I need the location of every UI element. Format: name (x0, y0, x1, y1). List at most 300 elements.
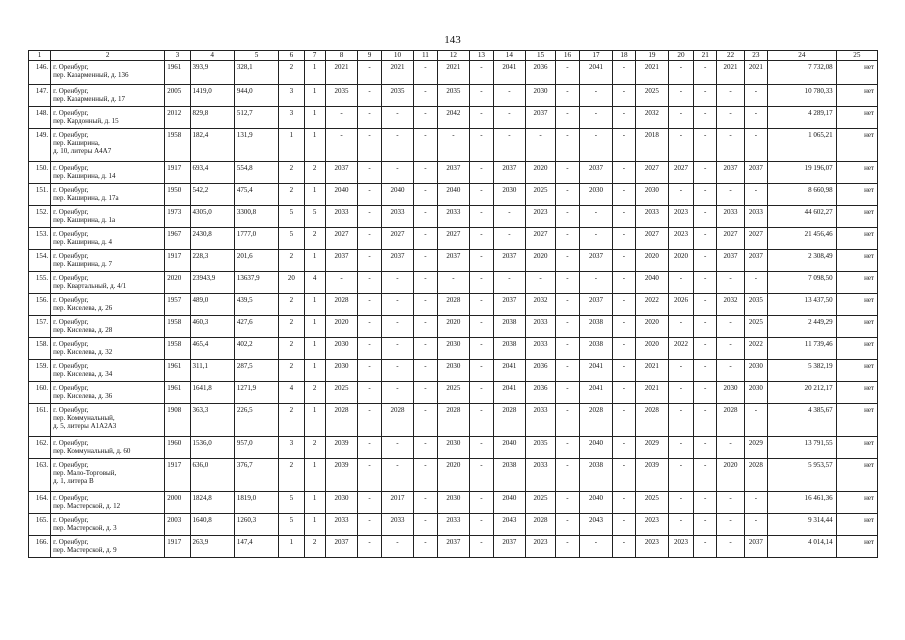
data-cell: 2037 (580, 294, 613, 316)
data-cell: 2026 (668, 294, 693, 316)
table-row (29, 360, 878, 382)
data-cell: 2021 (717, 61, 744, 85)
data-cell: - (694, 206, 717, 228)
column-number-header: 9 (358, 51, 381, 61)
address-line: г. Оренбург, (53, 318, 89, 326)
data-cell: 2037 (580, 250, 613, 272)
column-number-header: 18 (612, 51, 635, 61)
data-cell: 2040 (381, 184, 414, 206)
data-cell: - (580, 107, 613, 129)
address-cell (51, 228, 165, 250)
data-cell: - (470, 316, 493, 338)
data-cell: - (717, 492, 744, 514)
data-cell: - (694, 536, 717, 558)
data-cell: 5 (279, 228, 304, 250)
data-cell: - (493, 129, 526, 162)
data-cell: - (414, 206, 437, 228)
data-cell: 1957 (165, 294, 190, 316)
data-cell: 1958 (165, 129, 190, 162)
data-cell: - (493, 206, 526, 228)
data-cell: 2037 (717, 162, 744, 184)
data-cell: - (555, 85, 579, 107)
data-cell: - (555, 184, 579, 206)
cost-cell: 1 065,21 (768, 129, 837, 162)
data-cell: - (555, 536, 579, 558)
data-cell: - (381, 437, 414, 459)
data-cell: - (414, 294, 437, 316)
data-cell: 5 (304, 206, 325, 228)
data-cell: - (555, 107, 579, 129)
data-cell: 2033 (526, 338, 556, 360)
column-number-header: 22 (717, 51, 744, 61)
data-cell: 2022 (636, 294, 669, 316)
data-cell: 1640,8 (190, 514, 234, 536)
address-line: г. Оренбург, (53, 384, 89, 392)
data-cell: 1961 (165, 360, 190, 382)
data-cell: - (694, 492, 717, 514)
status-cell: нет (836, 360, 877, 382)
data-cell: 13637,9 (234, 272, 278, 294)
data-cell: - (358, 437, 381, 459)
data-cell: - (555, 514, 579, 536)
data-cell: 2021 (636, 360, 669, 382)
data-cell: - (381, 107, 414, 129)
data-cell: - (470, 338, 493, 360)
address-cell (51, 107, 165, 129)
data-cell: 2027 (437, 228, 470, 250)
data-cell: 475,4 (234, 184, 278, 206)
data-cell: 2027 (381, 228, 414, 250)
data-cell: - (358, 316, 381, 338)
data-cell: - (470, 85, 493, 107)
data-cell: - (694, 162, 717, 184)
data-cell: 2023 (668, 228, 693, 250)
status-cell: нет (836, 129, 877, 162)
cost-cell: 4 014,14 (768, 536, 837, 558)
address-cell (51, 250, 165, 272)
row-number-cell: 164. (29, 492, 51, 514)
data-cell: - (668, 107, 693, 129)
data-cell: - (414, 107, 437, 129)
data-cell: - (612, 382, 635, 404)
data-cell: - (414, 85, 437, 107)
table-row (29, 272, 878, 294)
address-line: г. Оренбург, (53, 252, 89, 260)
row-number-cell: 153. (29, 228, 51, 250)
column-number-header: 5 (234, 51, 278, 61)
column-number-header: 3 (165, 51, 190, 61)
data-cell: - (470, 294, 493, 316)
data-cell: 439,5 (234, 294, 278, 316)
data-cell: 2033 (381, 206, 414, 228)
data-cell: 1271,9 (234, 382, 278, 404)
data-cell: 2030 (580, 184, 613, 206)
data-cell: 2028 (325, 404, 358, 437)
data-cell: - (555, 206, 579, 228)
data-cell: 2020 (526, 250, 556, 272)
data-cell: 1958 (165, 338, 190, 360)
data-cell: - (470, 129, 493, 162)
data-cell: - (470, 382, 493, 404)
address-line: г. Оренбург, (53, 461, 89, 469)
data-cell: 2037 (717, 250, 744, 272)
data-cell: 1 (304, 61, 325, 85)
status-cell: нет (836, 294, 877, 316)
data-cell: - (668, 459, 693, 492)
row-number-cell: 159. (29, 360, 51, 382)
data-cell: - (694, 61, 717, 85)
data-cell: 2020 (325, 316, 358, 338)
column-number-header: 11 (414, 51, 437, 61)
cost-cell: 44 602,27 (768, 206, 837, 228)
data-cell: 2023 (668, 536, 693, 558)
data-cell: 2040 (580, 492, 613, 514)
data-cell: - (717, 360, 744, 382)
data-cell: - (694, 107, 717, 129)
data-cell: - (358, 162, 381, 184)
address-cell (51, 338, 165, 360)
data-cell: 2 (304, 382, 325, 404)
data-cell: 2022 (744, 338, 767, 360)
data-cell: 1 (304, 514, 325, 536)
data-cell: 2037 (325, 162, 358, 184)
address-line: пер. Каширина, д. 1а (53, 216, 116, 224)
status-cell: нет (836, 514, 877, 536)
data-cell: - (414, 316, 437, 338)
cost-cell: 8 660,98 (768, 184, 837, 206)
cost-cell: 4 385,67 (768, 404, 837, 437)
address-cell (51, 536, 165, 558)
data-cell: 2023 (526, 536, 556, 558)
cost-cell: 19 196,07 (768, 162, 837, 184)
row-number-cell: 162. (29, 437, 51, 459)
address-line: пер. Каширина, д. 17а (53, 194, 119, 202)
data-cell: - (470, 360, 493, 382)
data-cell: 3 (279, 107, 304, 129)
data-cell: - (717, 129, 744, 162)
data-cell: 2038 (580, 316, 613, 338)
cost-cell: 4 289,17 (768, 107, 837, 129)
data-cell: - (555, 338, 579, 360)
data-cell: 1958 (165, 316, 190, 338)
row-number-cell: 160. (29, 382, 51, 404)
data-cell: 2022 (668, 338, 693, 360)
address-line: пер. Мастерской, д. 3 (53, 524, 117, 532)
table-row (29, 316, 878, 338)
data-cell: 2040 (636, 272, 669, 294)
cost-cell: 2 308,49 (768, 250, 837, 272)
data-cell: - (493, 228, 526, 250)
address-line: пер. Коммунальный, (53, 414, 115, 422)
data-cell: 2032 (526, 294, 556, 316)
data-cell: 1 (304, 459, 325, 492)
table-row (29, 536, 878, 558)
column-number-header: 15 (526, 51, 556, 61)
data-cell: - (612, 316, 635, 338)
data-cell: - (717, 107, 744, 129)
data-cell: - (668, 492, 693, 514)
data-cell: - (694, 228, 717, 250)
row-number-cell: 150. (29, 162, 51, 184)
data-cell: 2039 (325, 459, 358, 492)
row-number-cell: 149. (29, 129, 51, 162)
data-cell: 2023 (636, 514, 669, 536)
data-cell: 226,5 (234, 404, 278, 437)
data-cell: - (668, 437, 693, 459)
data-cell: 2027 (744, 228, 767, 250)
address-line: г. Оренбург, (53, 109, 89, 117)
data-cell: - (555, 492, 579, 514)
data-cell: - (358, 206, 381, 228)
data-cell: - (358, 360, 381, 382)
data-cell: 402,2 (234, 338, 278, 360)
data-cell: 1917 (165, 459, 190, 492)
data-cell: 1917 (165, 536, 190, 558)
table-row (29, 338, 878, 360)
address-line: пер. Киселева, д. 26 (53, 304, 113, 312)
data-cell: - (668, 514, 693, 536)
data-cell: - (717, 338, 744, 360)
data-cell: - (358, 61, 381, 85)
data-cell: 263,9 (190, 536, 234, 558)
data-cell: 2040 (493, 437, 526, 459)
address-line: пер. Каширина, д. 14 (53, 172, 116, 180)
data-cell: - (381, 382, 414, 404)
status-cell: нет (836, 404, 877, 437)
data-cell: - (717, 316, 744, 338)
data-cell: 2025 (437, 382, 470, 404)
data-cell: 201,6 (234, 250, 278, 272)
data-cell: - (414, 272, 437, 294)
address-line: г. Оренбург, (53, 87, 89, 95)
data-cell: 2033 (437, 514, 470, 536)
row-number-cell: 165. (29, 514, 51, 536)
data-cell: 228,3 (190, 250, 234, 272)
data-cell: 2038 (493, 459, 526, 492)
address-line: пер. Квартальный, д. 4/1 (53, 282, 127, 290)
data-cell: - (694, 437, 717, 459)
data-cell: 2028 (580, 404, 613, 437)
data-cell: - (325, 129, 358, 162)
data-cell: 2039 (325, 437, 358, 459)
data-cell: - (668, 316, 693, 338)
data-cell: 2030 (493, 184, 526, 206)
data-cell: 2023 (668, 206, 693, 228)
data-cell: - (744, 107, 767, 129)
data-cell: 376,7 (234, 459, 278, 492)
data-cell: 2033 (325, 206, 358, 228)
data-cell: 1917 (165, 250, 190, 272)
address-cell (51, 184, 165, 206)
data-cell: 554,8 (234, 162, 278, 184)
data-cell: - (717, 437, 744, 459)
data-cell: - (694, 360, 717, 382)
address-line: г. Оренбург, (53, 362, 89, 370)
data-cell: 489,0 (190, 294, 234, 316)
data-cell: 2020 (668, 250, 693, 272)
data-cell: - (612, 61, 635, 85)
address-cell (51, 129, 165, 162)
data-cell: - (612, 272, 635, 294)
data-cell: 2021 (636, 382, 669, 404)
data-cell: 2033 (744, 206, 767, 228)
table-row (29, 492, 878, 514)
data-cell: - (612, 459, 635, 492)
data-cell: 2027 (526, 228, 556, 250)
data-cell: - (358, 536, 381, 558)
data-cell: - (381, 338, 414, 360)
data-cell: 465,4 (190, 338, 234, 360)
address-cell (51, 206, 165, 228)
data-cell: - (668, 382, 693, 404)
data-cell: - (493, 85, 526, 107)
data-cell: 2027 (636, 162, 669, 184)
status-cell: нет (836, 206, 877, 228)
data-cell: 1 (304, 492, 325, 514)
address-line: г. Оренбург, (53, 164, 89, 172)
address-cell (51, 162, 165, 184)
cost-cell: 11 739,46 (768, 338, 837, 360)
data-cell: 1 (304, 250, 325, 272)
data-cell: 328,1 (234, 61, 278, 85)
data-cell: 2 (279, 459, 304, 492)
data-cell: 1777,0 (234, 228, 278, 250)
data-cell: 2038 (580, 338, 613, 360)
data-cell: 5 (279, 206, 304, 228)
data-cell: - (555, 459, 579, 492)
data-cell: 363,3 (190, 404, 234, 437)
data-cell: 3300,8 (234, 206, 278, 228)
data-cell: - (612, 360, 635, 382)
data-cell: - (381, 536, 414, 558)
data-cell: - (612, 338, 635, 360)
data-cell: - (555, 272, 579, 294)
data-cell: - (381, 360, 414, 382)
column-number-header: 14 (493, 51, 526, 61)
data-cell: - (358, 272, 381, 294)
data-cell: 182,4 (190, 129, 234, 162)
status-cell: нет (836, 492, 877, 514)
data-cell: - (717, 272, 744, 294)
status-cell: нет (836, 272, 877, 294)
data-cell: - (470, 459, 493, 492)
data-cell: 2041 (493, 360, 526, 382)
data-cell: 2042 (437, 107, 470, 129)
data-cell: 2033 (526, 459, 556, 492)
buildings-table (28, 50, 878, 558)
data-cell: - (668, 404, 693, 437)
data-cell: 2037 (580, 162, 613, 184)
data-cell: - (555, 294, 579, 316)
data-cell: 2027 (636, 228, 669, 250)
address-line: пер. Каширина, д. 4 (53, 238, 113, 246)
data-cell: 2036 (526, 360, 556, 382)
data-cell: 2020 (636, 338, 669, 360)
data-cell: 2 (304, 536, 325, 558)
column-number-header: 6 (279, 51, 304, 61)
data-cell: 2025 (526, 492, 556, 514)
data-cell: 2035 (437, 85, 470, 107)
data-cell: 2041 (580, 382, 613, 404)
address-line: пер. Каширина, (53, 139, 100, 147)
status-cell: нет (836, 184, 877, 206)
table-row (29, 228, 878, 250)
data-cell: 23943,9 (190, 272, 234, 294)
data-cell: - (437, 272, 470, 294)
data-cell: - (470, 162, 493, 184)
data-cell: 2033 (717, 206, 744, 228)
data-cell: - (717, 184, 744, 206)
data-cell: 1967 (165, 228, 190, 250)
data-cell: 1 (304, 360, 325, 382)
data-cell: 512,7 (234, 107, 278, 129)
data-cell: 1536,0 (190, 437, 234, 459)
data-cell: - (580, 206, 613, 228)
data-cell: - (381, 162, 414, 184)
row-number-cell: 166. (29, 536, 51, 558)
data-cell: - (744, 129, 767, 162)
data-cell: 311,1 (190, 360, 234, 382)
data-cell: - (325, 272, 358, 294)
data-cell: - (437, 129, 470, 162)
data-cell: - (744, 85, 767, 107)
data-cell: 2030 (744, 360, 767, 382)
table-row (29, 250, 878, 272)
column-number-header: 8 (325, 51, 358, 61)
data-cell: - (381, 294, 414, 316)
table-row (29, 162, 878, 184)
data-cell: 2041 (493, 382, 526, 404)
data-cell: - (381, 272, 414, 294)
data-cell: 2039 (636, 459, 669, 492)
column-number-header: 12 (437, 51, 470, 61)
data-cell: 2021 (437, 61, 470, 85)
data-cell: 2020 (165, 272, 190, 294)
data-cell: - (580, 228, 613, 250)
column-number-row (29, 51, 878, 61)
data-cell: - (612, 206, 635, 228)
data-cell: 1419,0 (190, 85, 234, 107)
data-cell: - (612, 184, 635, 206)
data-cell: 1973 (165, 206, 190, 228)
status-cell: нет (836, 107, 877, 129)
data-cell: 2025 (744, 316, 767, 338)
data-cell: 2025 (325, 382, 358, 404)
data-cell: 1 (279, 129, 304, 162)
data-cell: 5 (279, 514, 304, 536)
data-cell: - (470, 228, 493, 250)
data-cell: 2025 (636, 85, 669, 107)
address-cell (51, 272, 165, 294)
data-cell: 1 (304, 184, 325, 206)
data-cell: - (470, 107, 493, 129)
data-cell: - (470, 250, 493, 272)
address-line: пер. Мало-Торговый, (53, 469, 117, 477)
data-cell: 1961 (165, 61, 190, 85)
address-cell (51, 404, 165, 437)
data-cell: 287,5 (234, 360, 278, 382)
data-cell: - (612, 107, 635, 129)
data-cell: - (470, 536, 493, 558)
data-cell: 2020 (526, 162, 556, 184)
row-number-cell: 161. (29, 404, 51, 437)
data-cell: - (694, 382, 717, 404)
cost-cell: 9 314,44 (768, 514, 837, 536)
data-cell: 2033 (636, 206, 669, 228)
data-cell: 2030 (325, 360, 358, 382)
data-cell: 2 (279, 404, 304, 437)
data-cell: - (694, 294, 717, 316)
